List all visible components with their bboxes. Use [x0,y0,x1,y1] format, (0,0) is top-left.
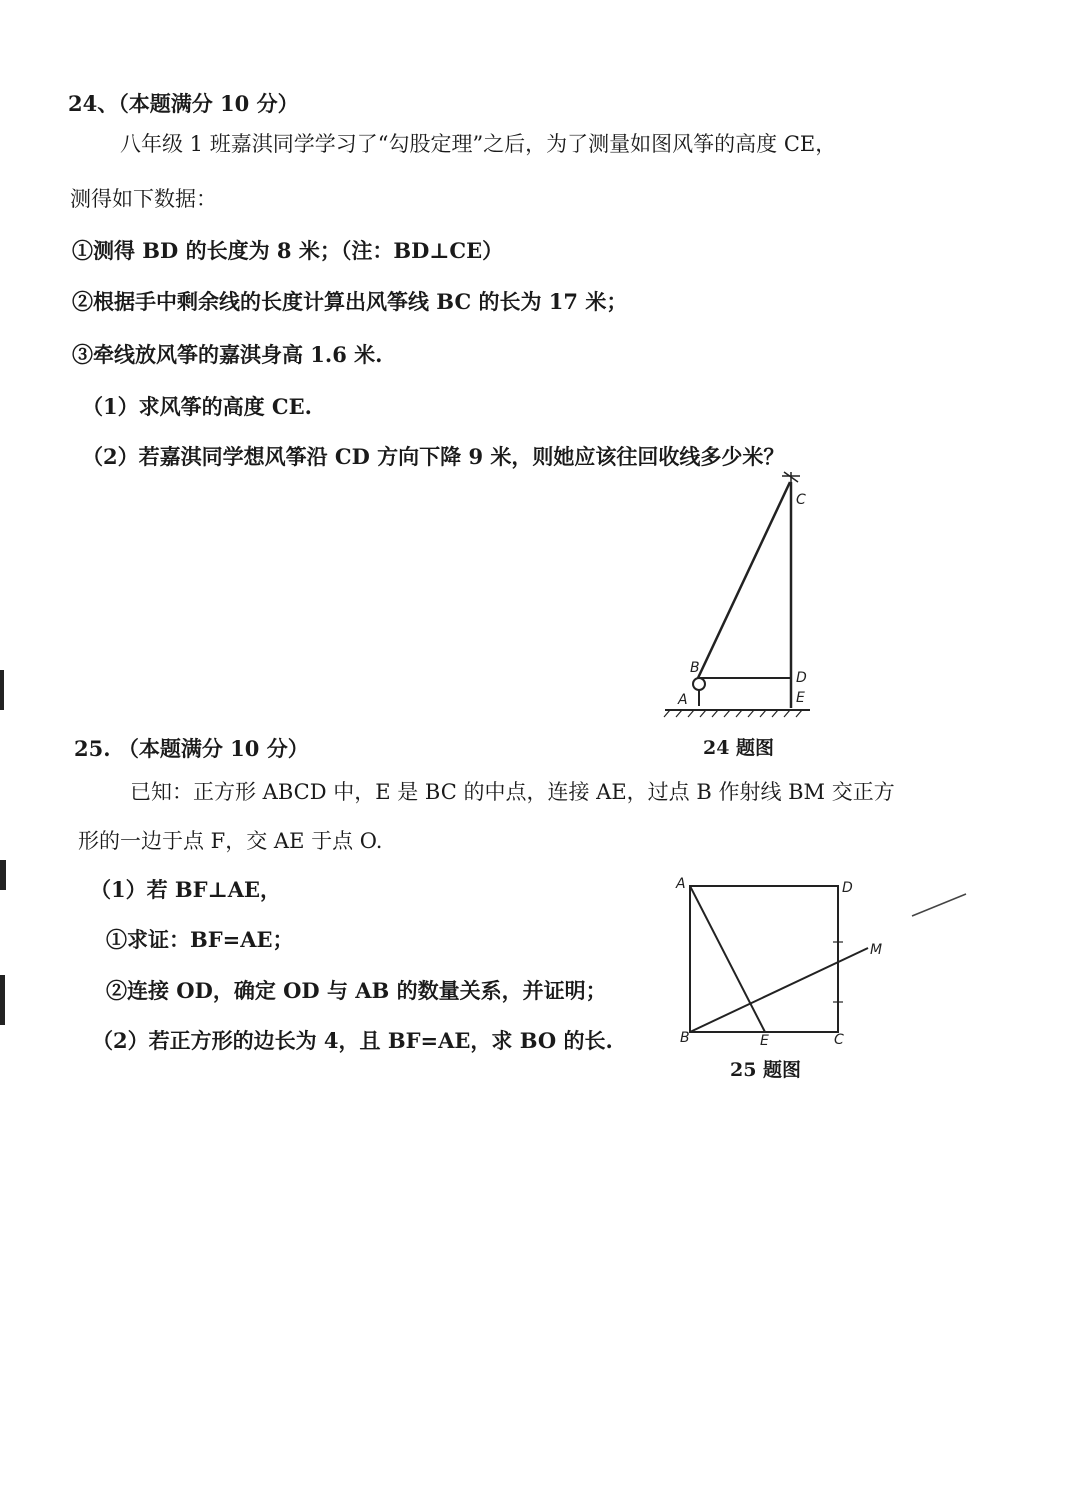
q24-data3: ③牵线放风筝的嘉淇身高 1.6 米. [72,342,383,367]
label-c: C [796,492,806,508]
segment-ae [690,886,765,1032]
kite-icon [782,472,800,484]
q24-part1: （1）求风筝的高度 CE. [82,394,312,419]
label-m: M [870,942,883,958]
ray-bm [690,948,868,1032]
q24-part2: （2）若嘉淇同学想风筝沿 CD 方向下降 9 米，则她应该往回收线多少米？ [82,444,785,469]
label-e: E [760,1033,769,1049]
scan-mark [910,890,970,920]
q25-figure [670,870,900,1050]
scan-edge-mark [0,860,6,890]
q25-intro-line2: 形的一边于点 F，交 AE 于点 O. [78,829,383,853]
square-abcd [690,886,838,1032]
q24-intro-line1: 八年级 1 班嘉淇同学学习了“勾股定理”之后，为了测量如图风筝的高度 CE， [120,132,837,156]
label-b: B [690,660,700,676]
person-head [693,678,705,690]
q25-part1: （1）若 BF⊥AE， [90,877,282,902]
q24-intro-line2: 测得如下数据： [70,187,217,211]
q24-data2: ②根据手中剩余线的长度计算出风筝线 BC 的长为 17 米； [72,289,628,314]
scan-edge-mark [0,670,4,710]
label-a: A [678,692,688,708]
q25-header: 25. （本题满分 10 分） [74,736,309,761]
q25-figure-caption: 25 题图 [730,1059,802,1081]
ground-hatching [664,710,802,717]
q24-data1: ①测得 BD 的长度为 8 米；（注：BD⊥CE） [72,238,504,263]
q25-part2: （2）若正方形的边长为 4，且 BF=AE，求 BO 的长. [92,1028,613,1053]
q24-figure-caption: 24 题图 [703,737,775,759]
q24-figure [660,470,820,720]
label-d: D [796,670,807,686]
scan-edge-mark [0,975,5,1025]
label-b: B [680,1030,690,1046]
q25-part1-a: ①求证：BF=AE； [106,927,294,952]
q25-part1-b: ②连接 OD，确定 OD 与 AB 的数量关系，并证明； [106,978,607,1003]
label-c: C [834,1032,844,1048]
q25-intro-line1: 已知：正方形 ABCD 中，E 是 BC 的中点，连接 AE，过点 B 作射线 BM 交正方 [130,780,895,804]
label-a: A [676,876,686,892]
label-e: E [796,690,805,706]
kite-line-bc [698,482,790,678]
label-d: D [842,880,853,896]
q24-header: 24、（本题满分 10 分） [68,91,299,116]
